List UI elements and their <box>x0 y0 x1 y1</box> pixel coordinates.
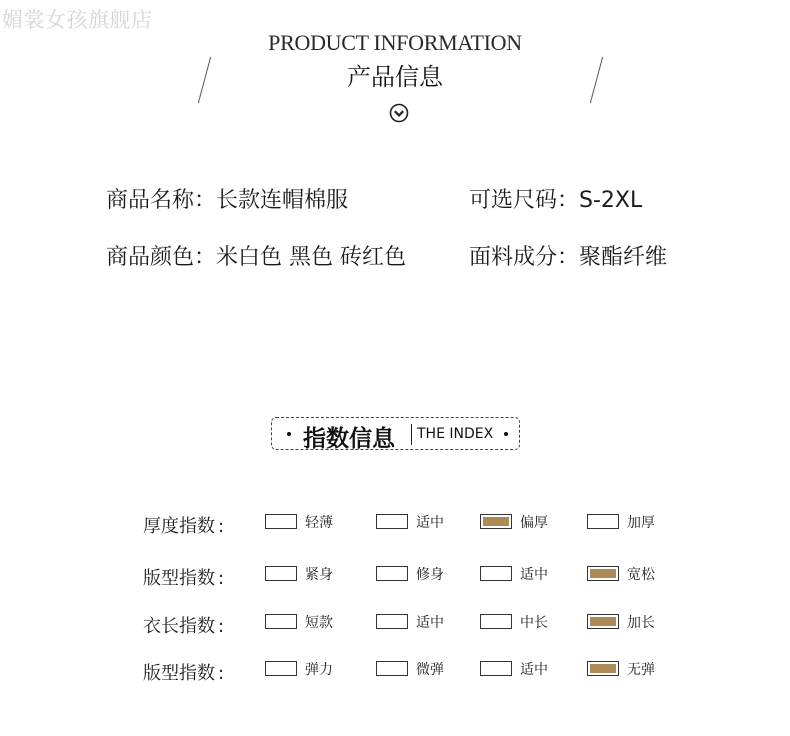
index-checkbox-selected <box>587 566 619 581</box>
index-checkbox <box>480 614 512 629</box>
index-row-colon: : <box>218 616 225 637</box>
index-checkbox <box>265 661 297 676</box>
index-row-colon: : <box>218 663 225 684</box>
bullet-dot <box>287 432 291 436</box>
index-checkbox <box>376 661 408 676</box>
index-checkbox-selected <box>587 614 619 629</box>
index-checkbox <box>376 614 408 629</box>
index-title-cn: 指数信息 <box>303 426 395 452</box>
product-size: 可选尺码：S-2XL <box>469 188 643 213</box>
index-option-label: 适中 <box>416 615 444 631</box>
index-title-en: THE INDEX <box>417 426 494 442</box>
index-option-label: 修身 <box>416 567 444 583</box>
index-option-label: 无弹 <box>627 662 655 678</box>
index-option-label: 紧身 <box>305 567 333 583</box>
index-option-label: 加厚 <box>627 515 655 531</box>
index-option-label: 偏厚 <box>520 515 548 531</box>
product-information-cn-title: 产品信息 <box>347 63 443 91</box>
product-information-title: PRODUCT INFORMATION <box>268 30 522 55</box>
index-checkbox <box>265 614 297 629</box>
index-option-label: 加长 <box>627 615 655 631</box>
product-material: 面料成分：聚酯纤维 <box>469 245 668 270</box>
index-option-label: 轻薄 <box>305 515 333 531</box>
index-checkbox-selected <box>587 661 619 676</box>
index-row-label-text: 版型指数 <box>143 568 215 589</box>
index-option-label: 适中 <box>416 515 444 531</box>
index-row-label <box>143 512 224 538</box>
index-row-label-text: 厚度指数 <box>143 516 215 537</box>
index-row-label <box>143 564 224 590</box>
index-row-colon: : <box>218 568 225 589</box>
store-watermark: 媚裳女孩旗舰店 <box>2 8 153 32</box>
index-title-box <box>271 417 520 450</box>
index-row-label-text: 版型指数 <box>143 663 215 684</box>
index-row-label-text: 衣长指数 <box>143 616 215 637</box>
index-option-label: 适中 <box>520 567 548 583</box>
index-checkbox <box>376 514 408 529</box>
index-option-label: 中长 <box>520 615 548 631</box>
index-checkbox <box>480 566 512 581</box>
index-checkbox <box>265 566 297 581</box>
chevron-down-circle-icon <box>389 103 409 123</box>
index-option-label: 适中 <box>520 662 548 678</box>
title-separator <box>411 424 412 445</box>
index-checkbox-selected <box>480 514 512 529</box>
index-option-label: 微弹 <box>416 662 444 678</box>
index-row-colon: : <box>218 516 225 537</box>
index-row-label <box>143 659 224 685</box>
bullet-dot <box>504 432 508 436</box>
index-row-label <box>143 612 224 638</box>
index-checkbox <box>265 514 297 529</box>
index-option-label: 弹力 <box>305 662 333 678</box>
index-option-label: 宽松 <box>627 567 655 583</box>
index-checkbox <box>376 566 408 581</box>
index-checkbox <box>587 514 619 529</box>
product-name: 商品名称：长款连帽棉服 <box>106 188 349 213</box>
product-color: 商品颜色：米白色 黑色 砖红色 <box>106 245 406 270</box>
index-checkbox <box>480 661 512 676</box>
index-option-label: 短款 <box>305 615 333 631</box>
